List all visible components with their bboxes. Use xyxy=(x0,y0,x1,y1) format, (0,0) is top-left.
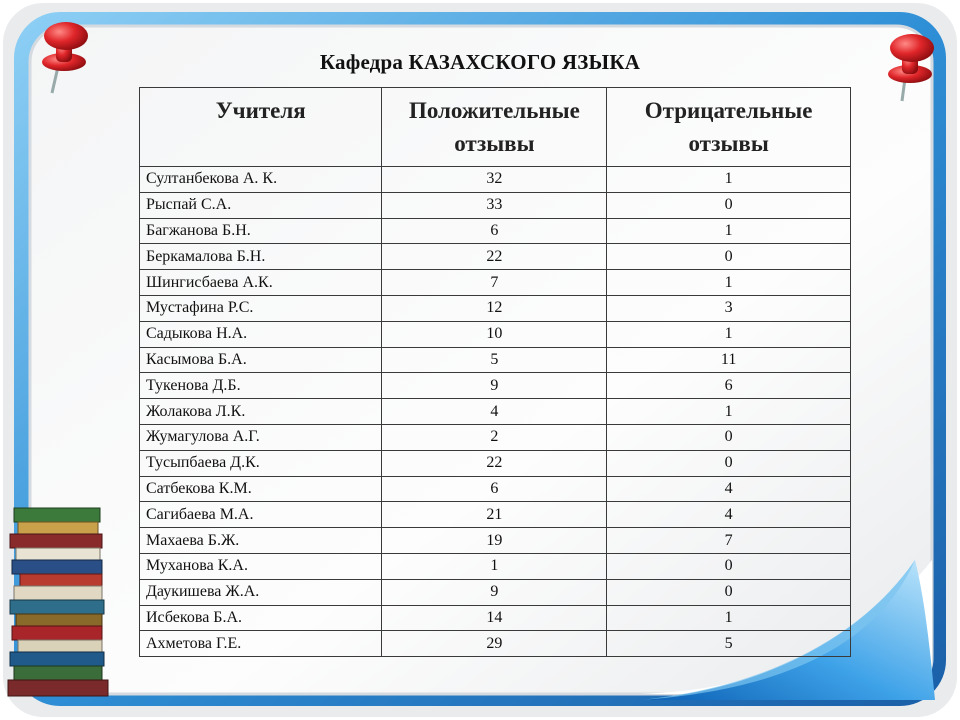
positive-count: 5 xyxy=(382,347,607,373)
positive-count: 4 xyxy=(382,399,607,425)
negative-count: 1 xyxy=(607,399,851,425)
positive-count: 29 xyxy=(382,631,607,657)
teacher-name: Султанбекова А. К. xyxy=(140,167,382,193)
book-stack-icon xyxy=(0,500,120,710)
teacher-name: Садыкова Н.А. xyxy=(140,321,382,347)
negative-count: 11 xyxy=(607,347,851,373)
table-row xyxy=(140,450,851,476)
negative-count: 4 xyxy=(607,476,851,502)
teacher-name: Жумагулова А.Г. xyxy=(140,424,382,450)
negative-count: 1 xyxy=(607,218,851,244)
teacher-name: Исбекова Б.А. xyxy=(140,605,382,631)
teacher-name: Даукишева Ж.А. xyxy=(140,579,382,605)
positive-count: 19 xyxy=(382,528,607,554)
table-row xyxy=(140,270,851,296)
negative-count: 0 xyxy=(607,579,851,605)
positive-count: 22 xyxy=(382,244,607,270)
teacher-name: Муханова К.А. xyxy=(140,553,382,579)
negative-count: 0 xyxy=(607,192,851,218)
positive-count: 14 xyxy=(382,605,607,631)
teacher-name: Ахметова Г.Е. xyxy=(140,631,382,657)
table-row xyxy=(140,192,851,218)
table-row xyxy=(140,476,851,502)
teacher-name: Сатбекова К.М. xyxy=(140,476,382,502)
negative-count: 1 xyxy=(607,321,851,347)
table-row xyxy=(140,347,851,373)
table-row xyxy=(140,553,851,579)
positive-count: 21 xyxy=(382,502,607,528)
negative-count: 0 xyxy=(607,424,851,450)
table-row xyxy=(140,295,851,321)
teacher-name: Тукенова Д.Б. xyxy=(140,373,382,399)
table-row xyxy=(140,244,851,270)
negative-count: 5 xyxy=(607,631,851,657)
header-positive: Положительные отзывы xyxy=(382,88,607,167)
positive-count: 33 xyxy=(382,192,607,218)
page-title xyxy=(0,50,960,75)
teacher-name: Багжанова Б.Н. xyxy=(140,218,382,244)
positive-count: 9 xyxy=(382,373,607,399)
positive-count: 10 xyxy=(382,321,607,347)
positive-count: 1 xyxy=(382,553,607,579)
positive-count: 32 xyxy=(382,167,607,193)
feedback-table xyxy=(139,87,851,657)
header-teachers: Учителя xyxy=(140,88,382,167)
table-row xyxy=(140,605,851,631)
teacher-name: Жолакова Л.К. xyxy=(140,399,382,425)
negative-count: 4 xyxy=(607,502,851,528)
table-header-row xyxy=(140,88,851,167)
table-row xyxy=(140,218,851,244)
positive-count: 9 xyxy=(382,579,607,605)
negative-count: 1 xyxy=(607,167,851,193)
teacher-name: Мустафина Р.С. xyxy=(140,295,382,321)
teacher-name: Касымова Б.А. xyxy=(140,347,382,373)
teacher-name: Сагибаева М.А. xyxy=(140,502,382,528)
table-row xyxy=(140,373,851,399)
page-title-text: Кафедра КАЗАХСКОГО ЯЗЫКА xyxy=(319,50,641,74)
table-row xyxy=(140,399,851,425)
negative-count: 0 xyxy=(607,553,851,579)
negative-count: 0 xyxy=(607,244,851,270)
negative-count: 7 xyxy=(607,528,851,554)
negative-count: 1 xyxy=(607,270,851,296)
teacher-name: Рыспай С.А. xyxy=(140,192,382,218)
teacher-name: Шингисбаева А.К. xyxy=(140,270,382,296)
teacher-name: Тусыпбаева Д.К. xyxy=(140,450,382,476)
negative-count: 1 xyxy=(607,605,851,631)
positive-count: 22 xyxy=(382,450,607,476)
positive-count: 2 xyxy=(382,424,607,450)
positive-count: 6 xyxy=(382,218,607,244)
negative-count: 6 xyxy=(607,373,851,399)
positive-count: 12 xyxy=(382,295,607,321)
positive-count: 7 xyxy=(382,270,607,296)
table-row xyxy=(140,167,851,193)
table-row xyxy=(140,424,851,450)
table-row xyxy=(140,579,851,605)
header-negative: Отрицательные отзывы xyxy=(607,88,851,167)
teacher-name: Беркамалова Б.Н. xyxy=(140,244,382,270)
table-row xyxy=(140,321,851,347)
table-row xyxy=(140,528,851,554)
negative-count: 0 xyxy=(607,450,851,476)
table-row xyxy=(140,502,851,528)
negative-count: 3 xyxy=(607,295,851,321)
teacher-name: Махаева Б.Ж. xyxy=(140,528,382,554)
positive-count: 6 xyxy=(382,476,607,502)
table-row xyxy=(140,631,851,657)
